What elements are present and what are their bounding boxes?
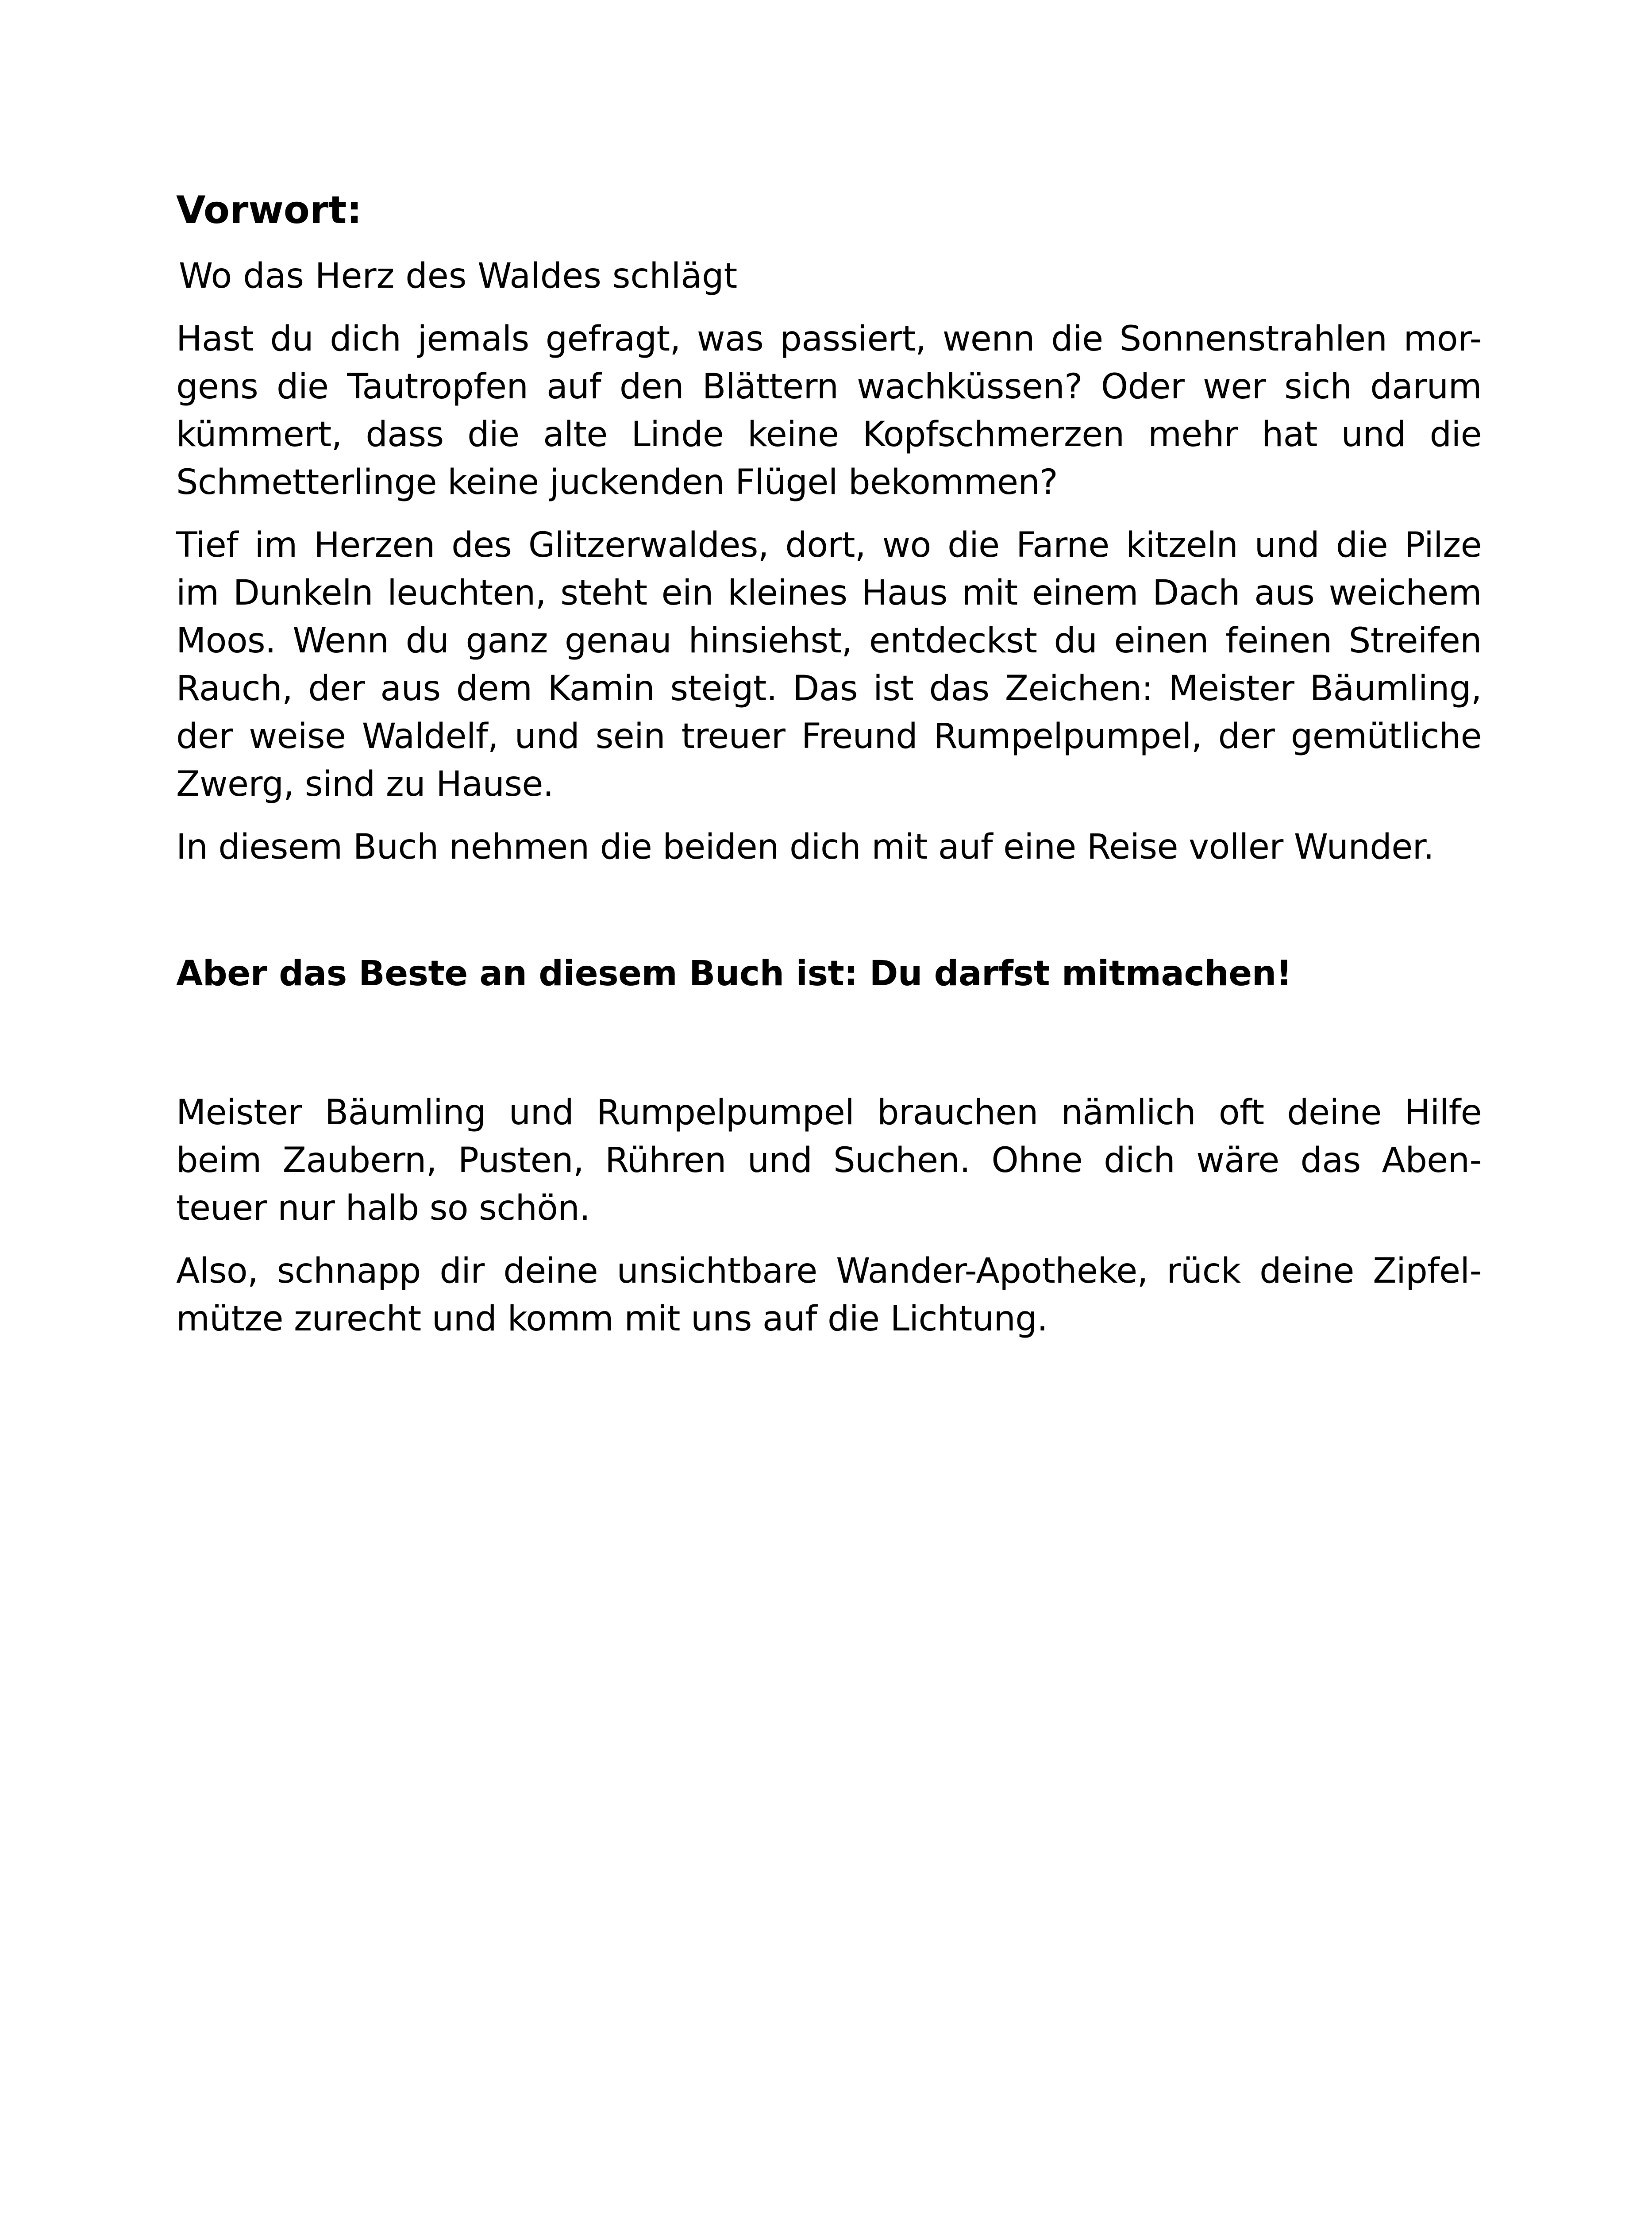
document-page	[176, 186, 1482, 1358]
page-heading: Vorwort:	[176, 188, 362, 232]
closing-body	[176, 1089, 1482, 1343]
paragraph-line: In diesem Buch nehmen die beiden dich mit auf eine Reise voller Wunder.	[176, 827, 1434, 867]
paragraph-line: gens die Tautropfen auf den Blättern wachküssen? Oder wer sich darum	[176, 367, 1482, 407]
chapter-subtitle: Wo das Herz des Waldes schlägt	[179, 256, 738, 296]
section-spacer	[176, 998, 1482, 1089]
paragraph-line: Zwerg, sind zu Hause.	[176, 764, 554, 804]
paragraph-line: der weise Waldelf, und sein treuer Freund Rumpelpumpel, der gemütliche	[176, 717, 1482, 756]
paragraph-line: Hast du dich jemals gefragt, was passiert, wenn die Sonnenstrahlen mor-	[176, 319, 1482, 359]
body-paragraph	[176, 315, 1482, 506]
body-paragraph	[176, 1247, 1482, 1343]
paragraph-line: Schmetterlinge keine juckenden Flügel bekommen?	[176, 463, 1058, 502]
body-paragraph	[176, 823, 1482, 871]
paragraph-line: Moos. Wenn du ganz genau hinsiehst, entdeckst du einen feinen Streifen	[176, 621, 1482, 661]
paragraph-line: Rauch, der aus dem Kamin steigt. Das ist das Zeichen: Meister Bäumling,	[176, 669, 1482, 709]
body-paragraph	[176, 1089, 1482, 1232]
paragraph-line: beim Zaubern, Pusten, Rühren und Suchen. Ohne dich wäre das Aben-	[176, 1141, 1482, 1180]
paragraph-line: teuer nur halb so schön.	[176, 1188, 590, 1228]
paragraph-line: Meister Bäumling und Rumpelpumpel brauchen nämlich oft deine Hilfe	[176, 1093, 1482, 1133]
paragraph-line: Tief im Herzen des Glitzerwaldes, dort, wo die Farne kitzeln und die Pilze	[176, 525, 1482, 565]
paragraph-line: Also, schnapp dir deine unsichtbare Wander-Apotheke, rück deine Zipfel-	[176, 1251, 1482, 1291]
body-paragraph	[176, 521, 1482, 808]
paragraph-line: im Dunkeln leuchten, steht ein kleines Haus mit einem Dach aus weichem	[176, 573, 1482, 613]
highlight-statement: Aber das Beste an diesem Buch ist: Du darfst mitmachen!	[176, 954, 1292, 994]
paragraph-line: kümmert, dass die alte Linde keine Kopfschmerzen mehr hat und die	[176, 415, 1482, 455]
paragraph-line: mütze zurecht und komm mit uns auf die Lichtung.	[176, 1299, 1048, 1339]
intro-body	[176, 315, 1482, 871]
